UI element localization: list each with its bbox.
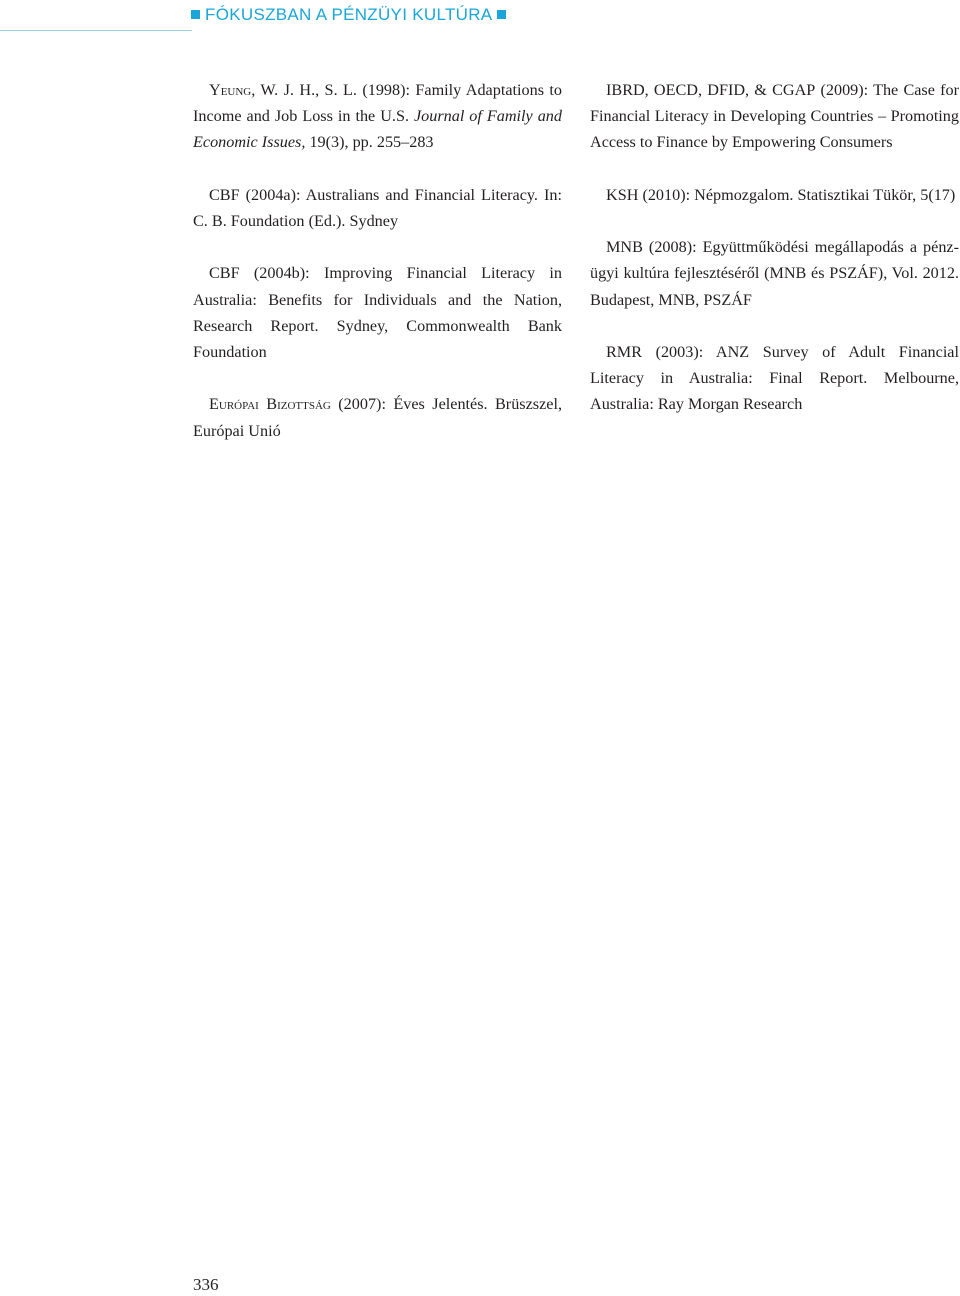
square-bullet-icon [191, 10, 200, 19]
reference-text-tail: 19(3), pp. 255–283 [305, 133, 434, 152]
reference-entry [590, 77, 959, 156]
header-title: FÓKUSZBAN A PÉNZÜYI KULTÚRA [205, 5, 492, 24]
reference-author: CBF [209, 264, 240, 283]
reference-text: (2003): ANZ Survey of Adult Financial Literacy in Australia: Final Report. Melbourne, Australia: Ray Morgan Research [590, 342, 959, 414]
reference-author: Yeung, W. J. H., S. L. [209, 81, 357, 99]
reference-text: (2004b): Improving Financial Literacy in Australia: Benefits for Individuals and the Nation, Research Report. Sydney, Commonwealth Bank Foundation [193, 264, 562, 361]
reference-text: (2008): Együttműködési megállapodás a pénzügyi kultúra fejlesztéséről (MNB és PSZÁF), Vol. 2012. Budapest, MNB, PSZÁF [590, 238, 959, 309]
reference-entry [590, 339, 959, 418]
reference-entry [590, 234, 959, 313]
right-column [590, 77, 959, 444]
reference-entry [193, 391, 562, 443]
reference-text: (2010): Népmozgalom. Statisztikai Tükör, 5(17) [638, 185, 956, 204]
reference-author: RMR [606, 342, 642, 361]
reference-author: KSH [606, 185, 639, 204]
reference-author: IBRD, OECD, DFID, & CGAP [606, 81, 816, 99]
header-rule [0, 30, 192, 31]
reference-entry [193, 77, 562, 156]
reference-author: Európai Bizottság [209, 395, 331, 414]
running-header [191, 4, 506, 26]
reference-author: CBF [209, 185, 240, 204]
reference-author: MNB [606, 238, 643, 257]
reference-text: (2007): Éves Jelentés. Brüszszel, Európai Unió [193, 395, 562, 440]
reference-entry [193, 260, 562, 365]
reference-entry [590, 182, 959, 208]
page-number: 336 [193, 1275, 219, 1294]
reference-text: (1998): Family Adaptations to Income and Job Loss in the U.S. [193, 81, 562, 126]
reference-entry [193, 182, 562, 234]
reference-text: (2009): The Case for Financial Literacy in Developing Countries – Promoting Access to Finance by Empowering Consumers [590, 81, 959, 152]
reference-journal: Journal of Family and Economic Issues, [193, 107, 562, 152]
square-bullet-icon [497, 10, 506, 19]
reference-text: (2004a): Australians and Financial Literacy. In: C. B. Foundation (Ed.). Sydney [193, 185, 562, 230]
left-column [193, 77, 562, 470]
